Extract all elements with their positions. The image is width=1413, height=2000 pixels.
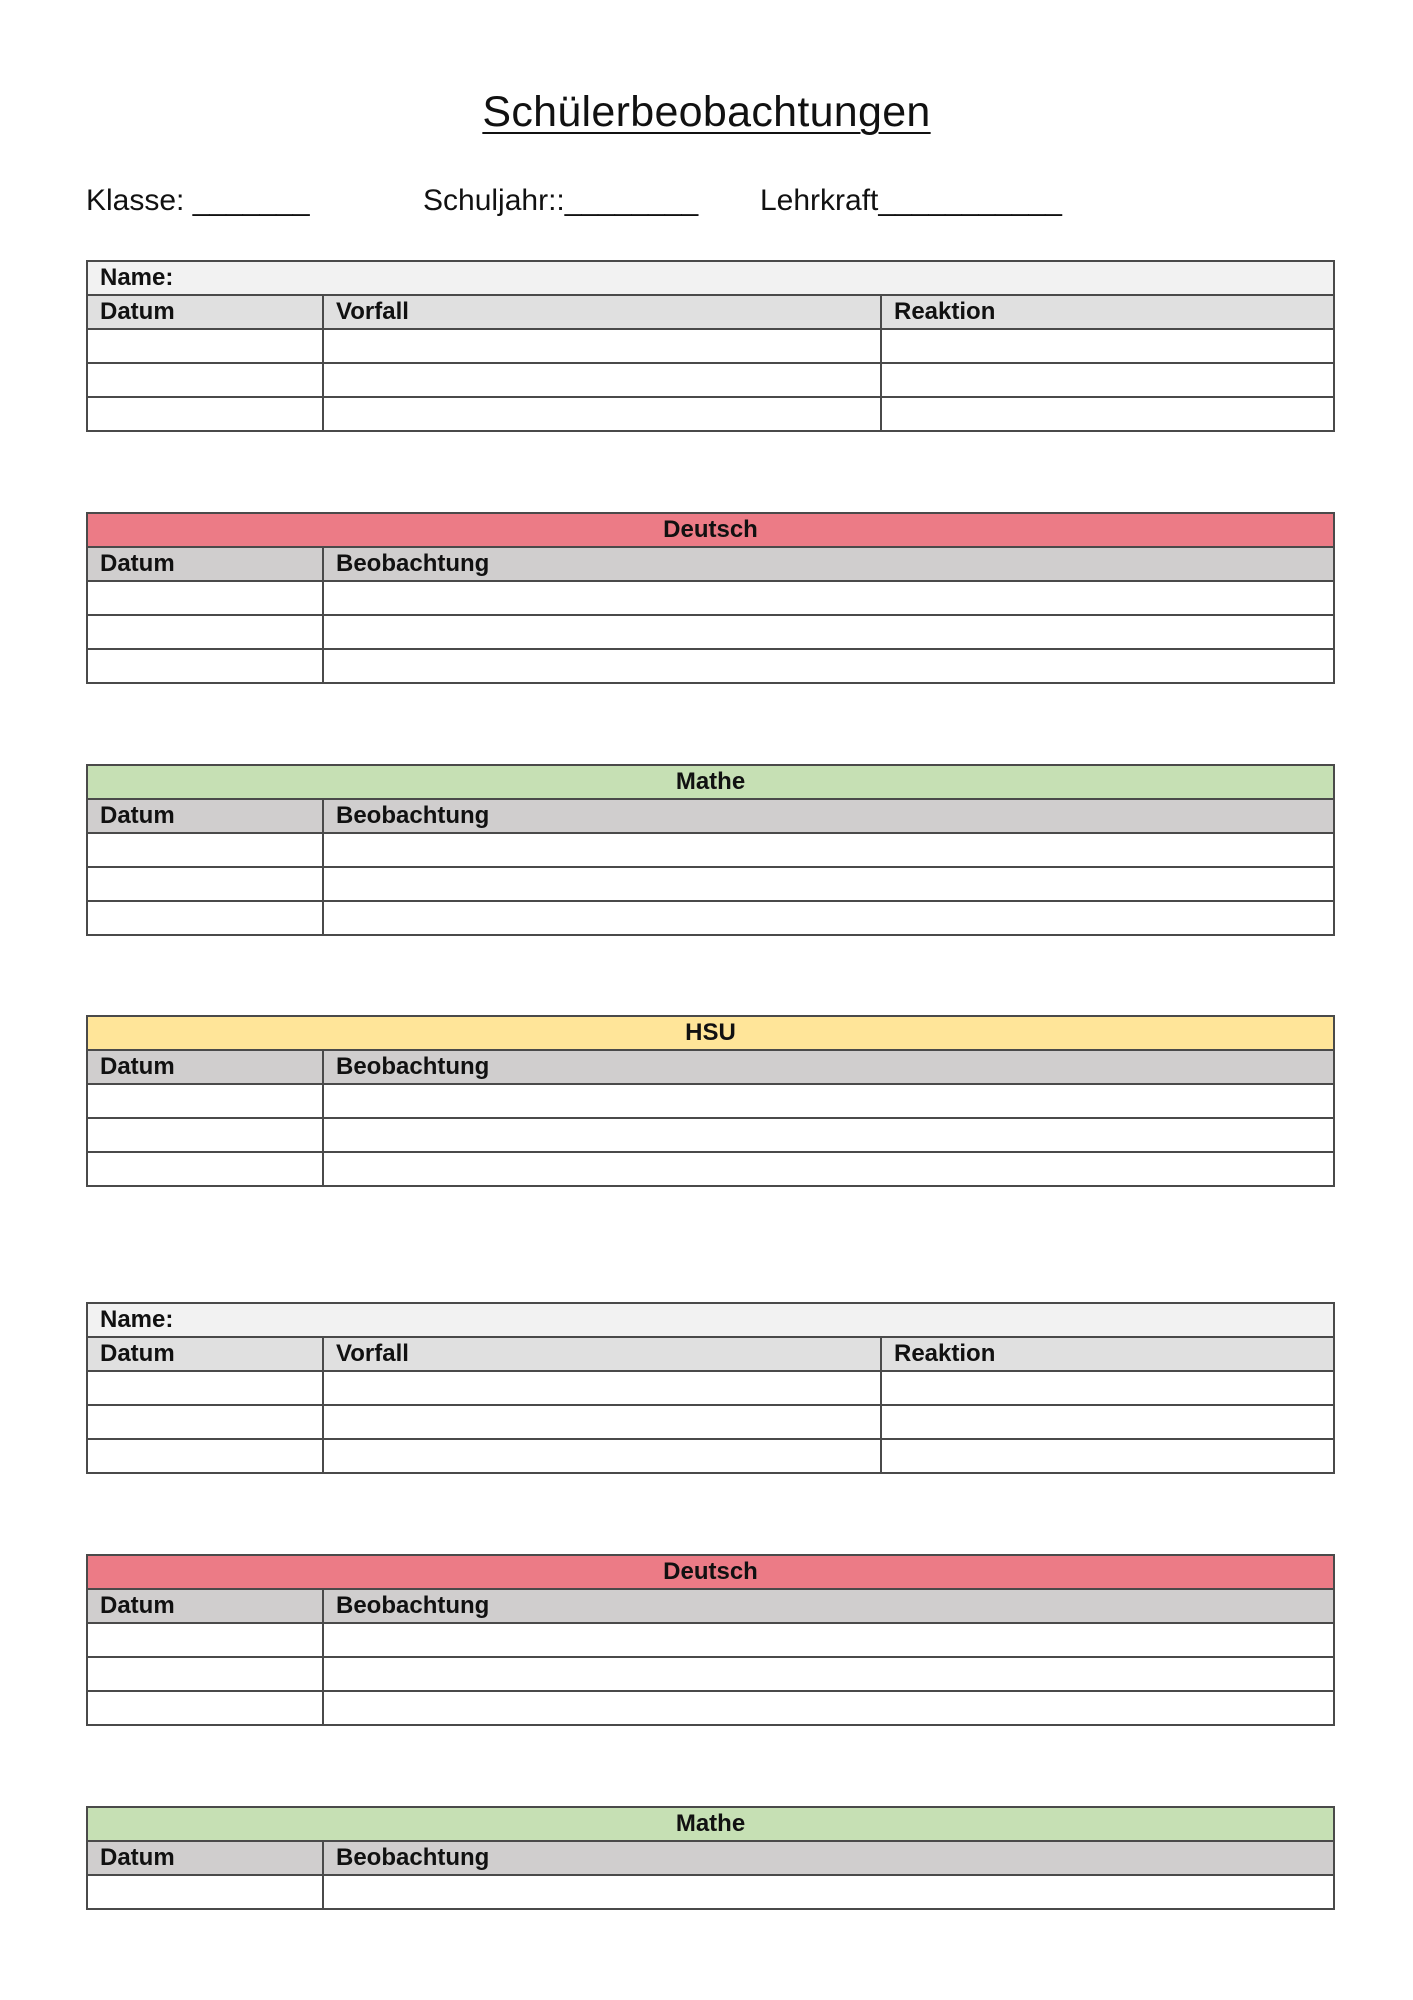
table-row xyxy=(87,1371,1334,1405)
cell[interactable] xyxy=(87,581,323,615)
cell[interactable] xyxy=(87,397,323,431)
lehrkraft-field: Lehrkraft___________ xyxy=(760,184,1062,217)
subject-header-deutsch: Deutsch xyxy=(87,513,1334,547)
table-row xyxy=(87,1439,1334,1473)
cell[interactable] xyxy=(87,1623,323,1657)
cell[interactable] xyxy=(87,1371,323,1405)
subject-header-mathe: Mathe xyxy=(87,765,1334,799)
cell[interactable] xyxy=(323,615,1334,649)
cell[interactable] xyxy=(87,833,323,867)
cell[interactable] xyxy=(323,1371,881,1405)
cell[interactable] xyxy=(323,1118,1334,1152)
deutsch-table-1 xyxy=(86,512,1335,684)
cell[interactable] xyxy=(87,329,323,363)
cell[interactable] xyxy=(881,1439,1334,1473)
cell[interactable] xyxy=(87,1084,323,1118)
cell[interactable] xyxy=(323,1084,1334,1118)
table-row xyxy=(87,833,1334,867)
schuljahr-field: Schuljahr::________ xyxy=(423,184,699,217)
cell[interactable] xyxy=(87,1875,323,1909)
cell[interactable] xyxy=(87,363,323,397)
cell[interactable] xyxy=(87,1152,323,1186)
cell[interactable] xyxy=(87,615,323,649)
datum-header: Datum xyxy=(87,295,323,329)
table-row xyxy=(87,1691,1334,1725)
table-row xyxy=(87,397,1334,431)
cell[interactable] xyxy=(881,397,1334,431)
cell[interactable] xyxy=(881,363,1334,397)
cell[interactable] xyxy=(323,1152,1334,1186)
cell[interactable] xyxy=(881,1405,1334,1439)
beobachtung-header: Beobachtung xyxy=(323,799,1334,833)
datum-header: Datum xyxy=(87,1841,323,1875)
mathe-table-2 xyxy=(86,1806,1335,1910)
table-row xyxy=(87,615,1334,649)
cell[interactable] xyxy=(323,1875,1334,1909)
cell[interactable] xyxy=(881,329,1334,363)
cell[interactable] xyxy=(323,1691,1334,1725)
cell[interactable] xyxy=(323,1439,881,1473)
cell[interactable] xyxy=(87,1439,323,1473)
table-row xyxy=(87,1623,1334,1657)
table-row xyxy=(87,649,1334,683)
table-row xyxy=(87,867,1334,901)
subject-header-hsu: HSU xyxy=(87,1016,1334,1050)
reaktion-header: Reaktion xyxy=(881,295,1334,329)
datum-header: Datum xyxy=(87,547,323,581)
cell[interactable] xyxy=(87,1657,323,1691)
datum-header: Datum xyxy=(87,1050,323,1084)
name-label: Name: xyxy=(87,261,1334,295)
mathe-table-1 xyxy=(86,764,1335,936)
hsu-table-1 xyxy=(86,1015,1335,1187)
datum-header: Datum xyxy=(87,799,323,833)
cell[interactable] xyxy=(323,397,881,431)
name-label: Name: xyxy=(87,1303,1334,1337)
table-row xyxy=(87,901,1334,935)
beobachtung-header: Beobachtung xyxy=(323,1841,1334,1875)
cell[interactable] xyxy=(323,649,1334,683)
datum-header: Datum xyxy=(87,1589,323,1623)
page-title: Schülerbeobachtungen xyxy=(482,88,931,136)
cell[interactable] xyxy=(323,581,1334,615)
table-row xyxy=(87,581,1334,615)
cell[interactable] xyxy=(87,1405,323,1439)
cell[interactable] xyxy=(87,649,323,683)
klasse-field: Klasse: _______ xyxy=(86,184,310,217)
subject-header-deutsch: Deutsch xyxy=(87,1555,1334,1589)
reaktion-header: Reaktion xyxy=(881,1337,1334,1371)
incident-table-2 xyxy=(86,1302,1335,1474)
cell[interactable] xyxy=(323,901,1334,935)
cell[interactable] xyxy=(323,329,881,363)
beobachtung-header: Beobachtung xyxy=(323,547,1334,581)
table-row xyxy=(87,1084,1334,1118)
cell[interactable] xyxy=(323,833,1334,867)
incident-table-1 xyxy=(86,260,1335,432)
cell[interactable] xyxy=(323,867,1334,901)
cell[interactable] xyxy=(323,1657,1334,1691)
table-row xyxy=(87,363,1334,397)
table-row xyxy=(87,329,1334,363)
cell[interactable] xyxy=(881,1371,1334,1405)
cell[interactable] xyxy=(323,363,881,397)
table-row xyxy=(87,1875,1334,1909)
cell[interactable] xyxy=(87,1691,323,1725)
cell[interactable] xyxy=(87,901,323,935)
cell[interactable] xyxy=(323,1405,881,1439)
table-row xyxy=(87,1118,1334,1152)
beobachtung-header: Beobachtung xyxy=(323,1050,1334,1084)
cell[interactable] xyxy=(323,1623,1334,1657)
cell[interactable] xyxy=(87,1118,323,1152)
table-row xyxy=(87,1405,1334,1439)
subject-header-mathe: Mathe xyxy=(87,1807,1334,1841)
vorfall-header: Vorfall xyxy=(323,295,881,329)
table-row xyxy=(87,1657,1334,1691)
vorfall-header: Vorfall xyxy=(323,1337,881,1371)
table-row xyxy=(87,1152,1334,1186)
cell[interactable] xyxy=(87,867,323,901)
datum-header: Datum xyxy=(87,1337,323,1371)
beobachtung-header: Beobachtung xyxy=(323,1589,1334,1623)
deutsch-table-2 xyxy=(86,1554,1335,1726)
